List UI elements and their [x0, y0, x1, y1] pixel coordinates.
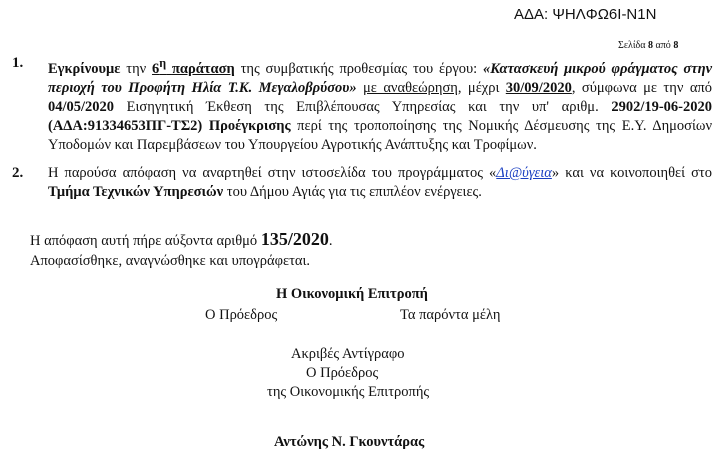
president-label: Ο Πρόεδρος — [205, 307, 278, 323]
copy-president-label: Ο Πρόεδρος — [306, 365, 379, 381]
item-1-text: Εγκρίνουμε την $6^\eta$ παράταση της συμβατικής προθεσμίας του έργου: «Κατασκευή μικρού φράγματος στην περιοχή του Προφήτη Ηλία Τ.Κ. Μεγαλοβρύσου» με αναθεώρηση, μέχρι 30/09/2020, σύμφωνα με την από 04/05/2020 Εισηγητική Έκθεση της Επιβλέπουσας Υπηρεσίας και την υπ' αριθμ. 2902/19-06-2020 (ΑΔΑ:91334653ΠΓ-ΤΣ2) Προέγκρισης περί της τροποποίησης της Νομικής Δέσμευσης της Ε.Υ. Δημοσίων Υποδομών και Παρεμβάσεων του Υπουργείου Αγροτικής Ανάπτυξης και Τροφίμων. — [48, 56, 713, 153]
diavgeia-link[interactable]: Δι@ύγεια — [496, 165, 552, 181]
decision-number-line: Η απόφαση αυτή πήρε αύξοντα αριθμό 135/2020. — [30, 229, 333, 249]
members-label: Τα παρόντα μέλη — [400, 307, 501, 323]
item-2-text: Η παρούσα απόφαση να αναρτηθεί στην ιστοσελίδα του προγράμματος «Δι@ύγεια» και να κοινοποιηθεί στο Τμήμα Τεχνικών Υπηρεσιών του Δήμου Αγιάς για τις επιπλέον ενέργειες. — [48, 165, 712, 200]
document-ada-code: ΑΔΑ: ΨΗΛΦΩ6Ι-Ν1Ν — [514, 6, 657, 23]
item-number: 2. — [12, 165, 24, 181]
signatory-name: Αντώνης Ν. Γκουντάρας — [274, 434, 425, 450]
decision-number: 135/2020 — [260, 229, 329, 249]
certified-copy-label: Ακριβές Αντίγραφο — [291, 346, 405, 362]
copy-committee-label: της Οικονομικής Επιτροπής — [267, 384, 430, 400]
decision-item-2 — [12, 164, 712, 202]
item-number: 1. — [12, 55, 24, 71]
decision-item-1 — [12, 54, 712, 155]
page-number: Σελίδα 8 από 8 — [618, 40, 679, 51]
adopted-line: Αποφασίσθηκε, αναγνώσθηκε και υπογράφεται. — [30, 253, 311, 269]
committee-title: Η Οικονομική Επιτροπή — [276, 286, 428, 302]
